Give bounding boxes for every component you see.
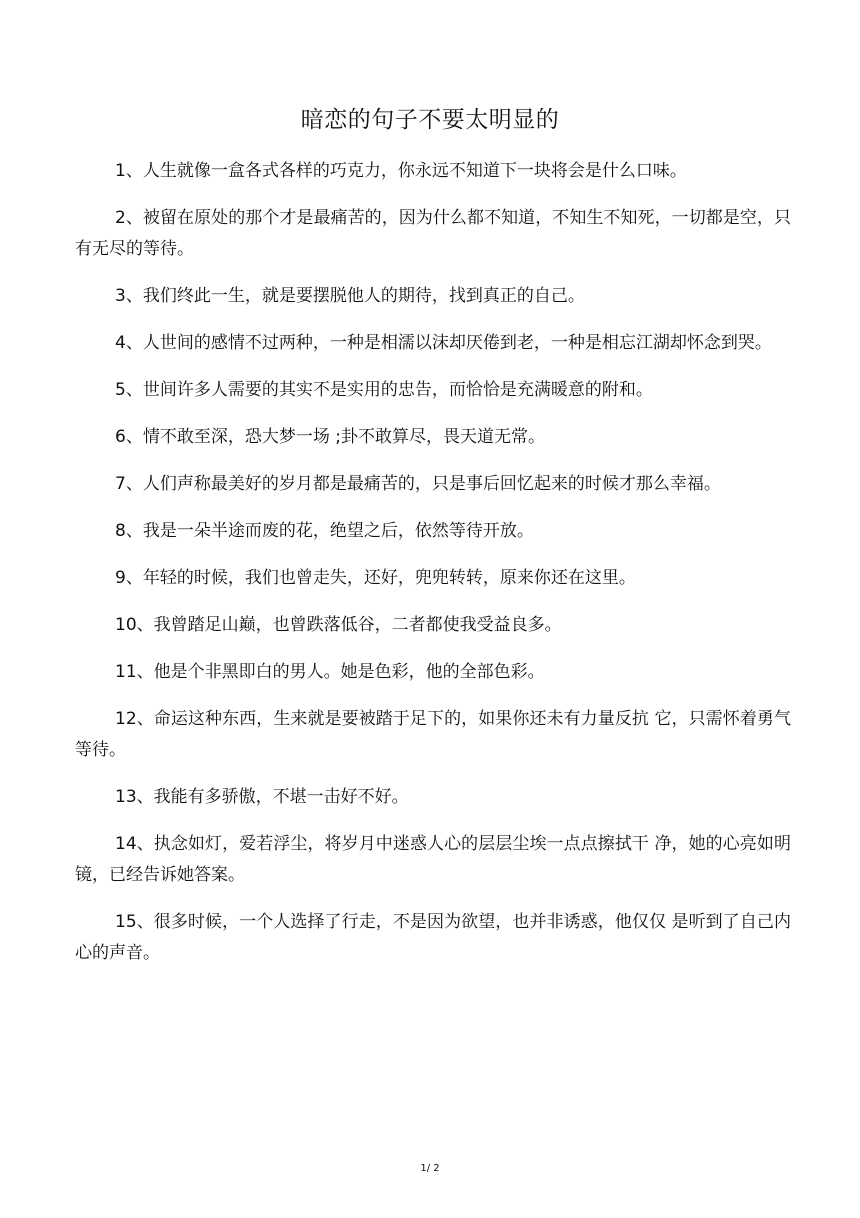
quote-item-11: 11、他是个非黑即白的男人。她是色彩，他的全部色彩。 bbox=[115, 662, 545, 682]
quote-item-10: 10、我曾踏足山巅，也曾跌落低谷，二者都使我受益良多。 bbox=[115, 615, 562, 635]
quote-item-7: 7、人们声称最美好的岁月都是最痛苦的，只是事后回忆起来的时候才那么幸福。 bbox=[115, 474, 721, 494]
quote-item-14: 14、执念如灯，爱若浮尘，将岁月中迷惑人心的层层尘埃一点点擦拭干 净，她的心亮如明镜，已经告诉她答案。 bbox=[75, 834, 791, 885]
quote-item-12: 12、命运这种东西，生来就是要被踏于足下的，如果你还未有力量反抗 它，只需怀着勇气等待。 bbox=[75, 709, 791, 760]
quote-item-1: 1、人生就像一盒各式各样的巧克力，你永远不知道下一块将会是什么口味。 bbox=[115, 161, 687, 181]
page-number: 1/ 2 bbox=[420, 1163, 440, 1174]
quote-item-4: 4、人世间的感情不过两种，一种是相濡以沫却厌倦到老，一种是相忘江湖却怀念到哭。 bbox=[115, 333, 772, 353]
quote-item-3: 3、我们终此一生，就是要摆脱他人的期待，找到真正的自己。 bbox=[115, 286, 585, 306]
quote-item-9: 9、年轻的时候，我们也曾走失，还好，兜兜转转，原来你还在这里。 bbox=[115, 568, 636, 588]
quote-item-13: 13、我能有多骄傲，不堪一击好不好。 bbox=[115, 787, 409, 807]
quote-item-5: 5、世间许多人需要的其实不是实用的忠告，而恰恰是充满暖意的附和。 bbox=[115, 380, 653, 400]
quote-list bbox=[75, 156, 791, 985]
quote-item-2: 2、被留在原处的那个才是最痛苦的，因为什么都不知道，不知生不知死，一切都是空，只有无尽的等待。 bbox=[75, 208, 791, 259]
quote-item-8: 8、我是一朵半途而废的花，绝望之后，依然等待开放。 bbox=[115, 521, 534, 541]
quote-item-6: 6、情不敢至深，恐大梦一场 ;卦不敢算尽，畏天道无常。 bbox=[115, 427, 545, 447]
quote-item-15: 15、很多时候，一个人选择了行走，不是因为欲望，也并非诱惑，他仅仅 是听到了自己内心的声音。 bbox=[75, 912, 791, 963]
document-title: 暗恋的句子不要太明显的 bbox=[300, 107, 560, 133]
